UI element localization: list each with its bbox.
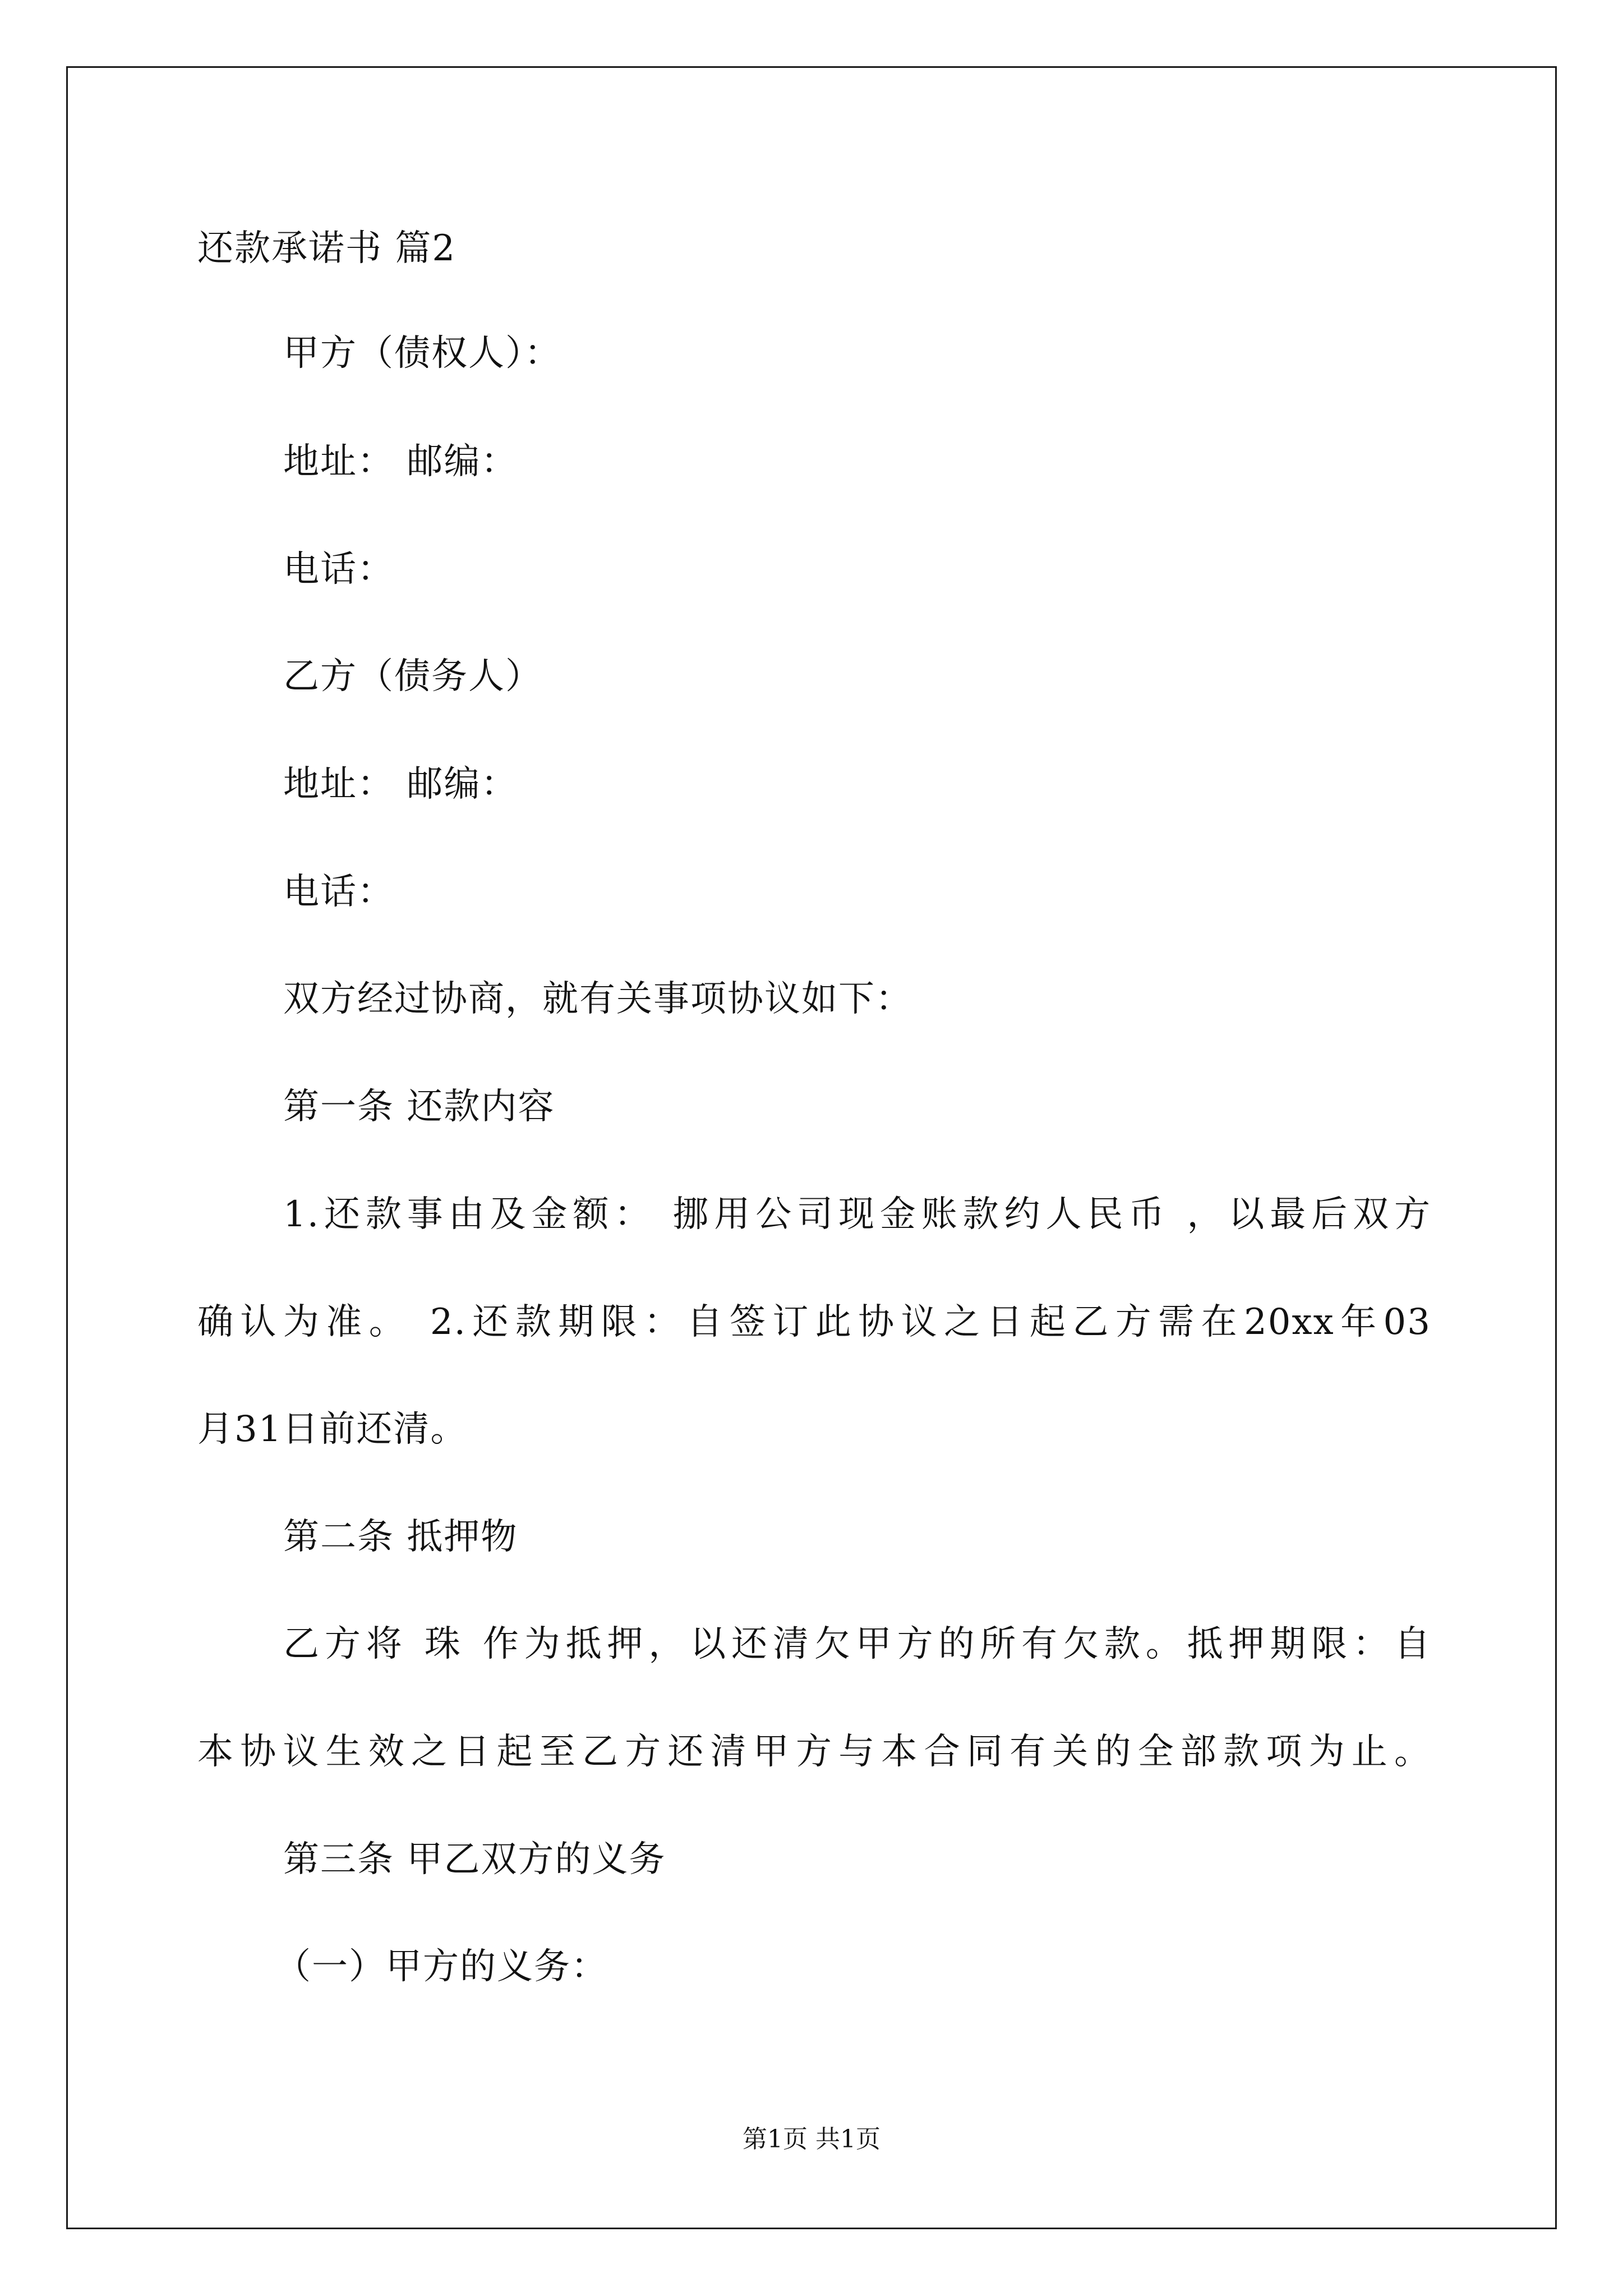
article-1-line-2: 确认为准。 2.还款期限：自签订此协议之日起乙方需在20xx年03 bbox=[197, 1301, 1431, 1343]
page-border bbox=[66, 66, 1557, 2229]
party-a-phone: 电话： bbox=[283, 549, 394, 590]
article-2-line-1: 乙方将 珠 作为抵押，以还清欠甲方的所有欠款。抵押期限：自 bbox=[283, 1623, 1431, 1665]
party-a-address: 地址： 邮编： bbox=[283, 441, 518, 482]
article-3-heading: 第三条 甲乙双方的义务 bbox=[283, 1839, 666, 1880]
article-1-heading: 第一条 还款内容 bbox=[283, 1086, 555, 1128]
article-1-line-1: 1.还款事由及金额： 挪用公司现金账款约人民币 ，以最后双方 bbox=[283, 1194, 1431, 1235]
page-footer: 第1页 共1页 bbox=[743, 2125, 880, 2154]
article-1-line-3: 月31日前还清。 bbox=[197, 1409, 468, 1450]
party-a-label: 甲方（债权人）： bbox=[283, 333, 561, 374]
article-2-line-2: 本协议生效之日起至乙方还清甲方与本合同有关的全部款项为止。 bbox=[197, 1731, 1431, 1773]
party-a-obligations-heading: （一）甲方的义务： bbox=[275, 1946, 608, 1987]
party-b-phone: 电话： bbox=[283, 871, 394, 913]
article-2-heading: 第二条 抵押物 bbox=[283, 1516, 518, 1558]
document-title: 还款承诺书 篇2 bbox=[197, 228, 457, 269]
party-b-label: 乙方（债务人） bbox=[283, 656, 542, 697]
party-b-address: 地址： 邮编： bbox=[283, 763, 518, 805]
agreement-intro: 双方经过协商，就有关事项协议如下： bbox=[283, 978, 912, 1020]
